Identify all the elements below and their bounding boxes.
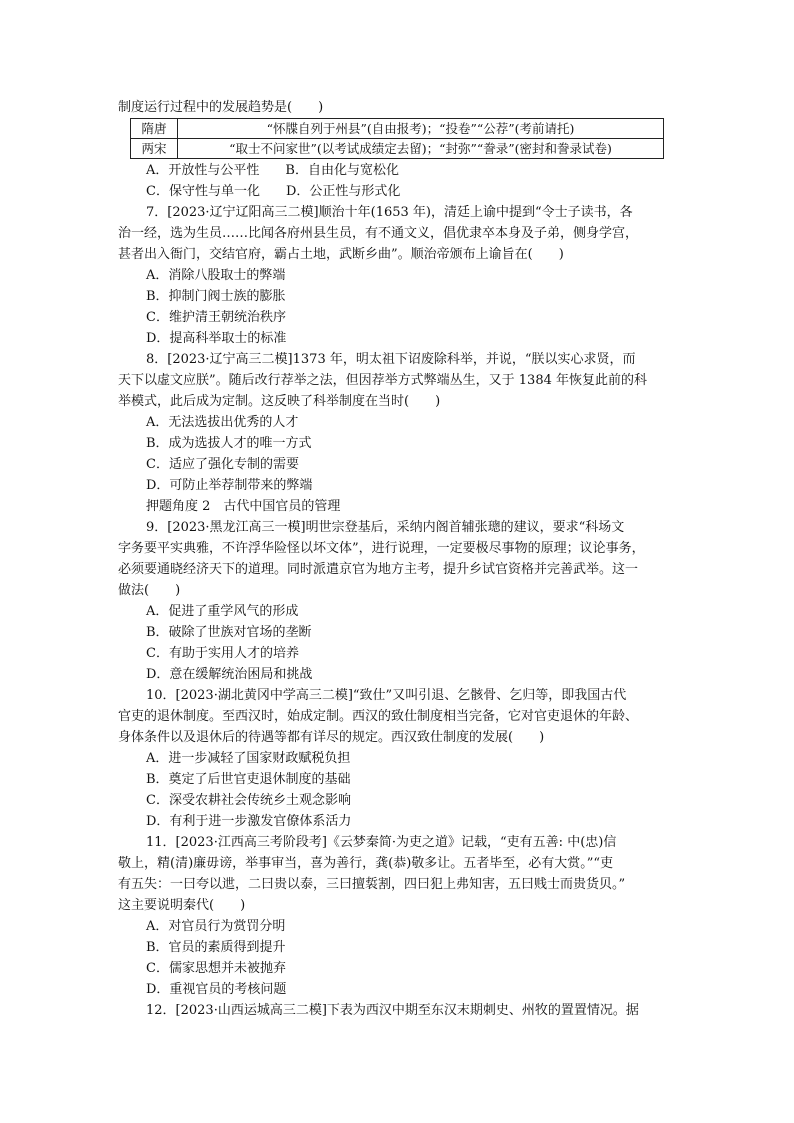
q6-options-cd: C．保守性与单一化 D．公正性与形式化 <box>146 184 401 199</box>
q10-option-c: C．深受农耕社会传统乡土观念影响 <box>146 793 351 808</box>
q7-option-c: C．维护清王朝统治秩序 <box>146 310 286 325</box>
q7-stem-line: 治一经，选为生员……比闻各府州县生员，有不通文义，倡优隶卒本身及子弟，侧身学宫， <box>118 226 639 241</box>
q9-stem-line: 做法( ) <box>118 583 181 598</box>
q7-option-d: D．提高科举取士的标准 <box>146 331 287 346</box>
q8-option-b: B．成为选拔人才的唯一方式 <box>146 436 312 451</box>
q8-stem-line: 天下以虚文应朕”。随后改行荐举之法，但因荐举方式弊端丛生，又于 1384 年恢复此前的科 <box>118 373 647 388</box>
q10-stem-line: 10．[2023·湖北黄冈中学高三二模]“致仕”又叫引退、乞骸骨、乞归等，即我国古代 <box>146 688 627 703</box>
q9-stem-line: 9．[2023·黑龙江高三一模]明世宗登基后，采纳内阁首辅张璁的建议，要求“科场文 <box>146 520 625 535</box>
section-heading: 押题角度 2 古代中国官员的管理 <box>146 499 341 514</box>
q9-stem-line: 必须要通晓经济天下的道理。同时派遣京官为地方主考，提升乡试官资格并完善武举。这一 <box>118 562 639 577</box>
q10-stem-line: 身体条件以及退休后的待遇等都有详尽的规定。西汉致仕制度的发展( ) <box>118 730 545 745</box>
q11-option-b: B．官员的素质得到提升 <box>146 940 286 955</box>
q11-stem-line: 有五失：一曰夸以迣，二曰贵以泰，三曰擅裚割，四曰犯上弗知害，五曰贱士而贵货贝。” <box>118 877 626 892</box>
q10-option-a: A．进一步减轻了国家财政赋税负担 <box>146 751 351 766</box>
q6-table <box>130 118 664 159</box>
q11-option-c: C．儒家思想并未被抛弃 <box>146 961 286 976</box>
table-row <box>131 119 664 139</box>
q7-stem-line: 7．[2023·辽宁辽阳高三二模]顺治十年(1653 年)，清廷上谕中提到“令士子读书，各 <box>146 205 633 220</box>
era-cell: 两宋 <box>131 139 178 159</box>
q8-stem-line: 8．[2023·辽宁高三二模]1373 年，明太祖下诏废除科举，并说，“朕以实心求贤，而 <box>146 352 636 367</box>
q11-option-d: D．重视官员的考核问题 <box>146 982 287 997</box>
q11-stem-line: 敬上，精(清)廉毋谤，举事审当，喜为善行，龚(恭)敬多让。五者毕至，必有大赏。”“吏 <box>118 856 614 871</box>
q8-option-a: A．无法选拔出优秀的人才 <box>146 415 299 430</box>
q9-option-b: B．破除了世族对官场的垄断 <box>146 625 312 640</box>
table-row <box>131 139 664 159</box>
q8-stem-line: 举模式，此后成为定制。这反映了科举制度在当时( ) <box>118 394 441 409</box>
q9-stem-line: 字务要平实典雅，不许浮华险怪以坏文体”，进行说理，一定要极尽事物的原理；议论事务， <box>118 541 645 556</box>
q9-option-a: A．促进了重学风气的形成 <box>146 604 299 619</box>
desc-cell: “取士不问家世”(以考试成绩定去留)；“封弥”“誊录”(密封和誊录试卷) <box>178 139 664 159</box>
q11-stem-line: 这主要说明秦代( ) <box>118 898 246 913</box>
era-cell: 隋唐 <box>131 119 178 139</box>
q7-stem-line: 甚者出入衙门，交结官府，霸占土地，武断乡曲”。顺治帝颁布上谕旨在( ) <box>118 247 564 262</box>
q12-stem-line: 12．[2023·山西运城高三二模]下表为西汉中期至东汉末期刺史、州牧的置置情况。据 <box>146 1003 639 1018</box>
q6-stem-tail: 制度运行过程中的发展趋势是( ) <box>118 100 324 115</box>
q9-option-d: D．意在缓解统治困局和挑战 <box>146 667 313 682</box>
q11-option-a: A．对官员行为赏罚分明 <box>146 919 286 934</box>
q10-option-d: D．有利于进一步激发官僚体系活力 <box>146 814 352 829</box>
q7-option-a: A．消除八股取士的弊端 <box>146 268 286 283</box>
q10-option-b: B．奠定了后世官吏退休制度的基础 <box>146 772 351 787</box>
desc-cell: “怀牒自列于州县”(自由报考)；“投卷”“公荐”(考前请托) <box>178 119 664 139</box>
q8-option-d: D．可防止举荐制带来的弊端 <box>146 478 313 493</box>
q10-stem-line: 官吏的退休制度。至西汉时，始成定制。西汉的致仕制度相当完备，它对官吏退休的年龄、 <box>118 709 639 724</box>
q6-options-ab: A．开放性与公平性 B．自由化与宽松化 <box>146 163 399 178</box>
q7-option-b: B．抑制门阀士族的膨胀 <box>146 289 286 304</box>
q11-stem-line: 11．[2023·江西高三考阶段考]《云梦秦简·为吏之道》记载，“吏有五善: 中(忠)信 <box>146 835 617 850</box>
q8-option-c: C．适应了强化专制的需要 <box>146 457 299 472</box>
q9-option-c: C．有助于实用人才的培养 <box>146 646 299 661</box>
